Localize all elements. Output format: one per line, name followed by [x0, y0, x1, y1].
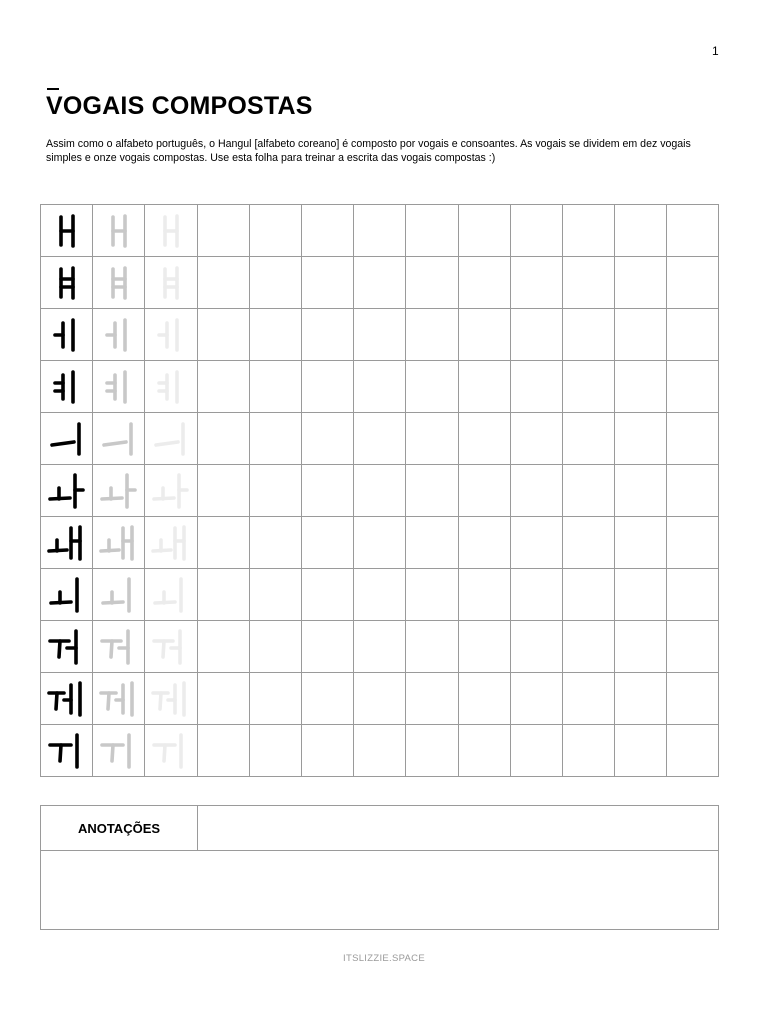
- vowel-glyph: [151, 211, 191, 251]
- blank-practice-cell[interactable]: [197, 413, 249, 465]
- practice-row: [41, 517, 719, 569]
- blank-practice-cell[interactable]: [249, 673, 301, 725]
- blank-practice-cell[interactable]: [615, 465, 667, 517]
- vowel-model-cell: [41, 673, 93, 725]
- blank-practice-cell[interactable]: [510, 361, 562, 413]
- blank-practice-cell[interactable]: [667, 309, 719, 361]
- practice-row: [41, 413, 719, 465]
- blank-practice-cell[interactable]: [667, 673, 719, 725]
- blank-practice-cell[interactable]: [562, 413, 614, 465]
- vowel-trace-cell[interactable]: [145, 673, 197, 725]
- practice-row: [41, 309, 719, 361]
- vowel-glyph: [47, 731, 87, 771]
- blank-practice-cell[interactable]: [197, 569, 249, 621]
- blank-practice-cell[interactable]: [197, 673, 249, 725]
- blank-practice-cell[interactable]: [615, 673, 667, 725]
- vowel-glyph: [47, 211, 87, 251]
- practice-grid: [40, 204, 719, 777]
- vowel-glyph: [99, 315, 139, 355]
- blank-practice-cell[interactable]: [406, 725, 458, 777]
- blank-practice-cell[interactable]: [562, 257, 614, 309]
- vowel-model-cell: [41, 621, 93, 673]
- blank-practice-cell[interactable]: [615, 361, 667, 413]
- vowel-model-cell: [41, 309, 93, 361]
- practice-row: [41, 361, 719, 413]
- blank-practice-cell[interactable]: [458, 361, 510, 413]
- blank-practice-cell[interactable]: [562, 725, 614, 777]
- notes-label: ANOTAÇÕES: [41, 806, 198, 851]
- blank-practice-cell[interactable]: [458, 413, 510, 465]
- blank-practice-cell[interactable]: [406, 517, 458, 569]
- vowel-trace-cell[interactable]: [93, 257, 145, 309]
- blank-practice-cell[interactable]: [406, 361, 458, 413]
- blank-practice-cell[interactable]: [615, 205, 667, 257]
- blank-practice-cell[interactable]: [197, 725, 249, 777]
- blank-practice-cell[interactable]: [301, 517, 353, 569]
- blank-practice-cell[interactable]: [510, 621, 562, 673]
- blank-practice-cell[interactable]: [249, 361, 301, 413]
- vowel-glyph: [151, 523, 191, 563]
- blank-practice-cell[interactable]: [354, 361, 406, 413]
- vowel-glyph: [47, 575, 87, 615]
- vowel-trace-cell[interactable]: [145, 569, 197, 621]
- vowel-glyph: [99, 523, 139, 563]
- blank-practice-cell[interactable]: [458, 621, 510, 673]
- blank-practice-cell[interactable]: [249, 257, 301, 309]
- vowel-glyph: [99, 575, 139, 615]
- page-number: 1: [712, 44, 719, 58]
- practice-row: [41, 725, 719, 777]
- vowel-trace-cell[interactable]: [145, 361, 197, 413]
- vowel-glyph: [151, 627, 191, 667]
- vowel-glyph: [47, 523, 87, 563]
- blank-practice-cell[interactable]: [667, 621, 719, 673]
- blank-practice-cell[interactable]: [458, 725, 510, 777]
- vowel-glyph: [151, 419, 191, 459]
- vowel-trace-cell[interactable]: [145, 205, 197, 257]
- vowel-trace-cell[interactable]: [93, 725, 145, 777]
- blank-practice-cell[interactable]: [354, 205, 406, 257]
- blank-practice-cell[interactable]: [406, 621, 458, 673]
- blank-practice-cell[interactable]: [197, 361, 249, 413]
- blank-practice-cell[interactable]: [354, 569, 406, 621]
- practice-row: [41, 465, 719, 517]
- blank-practice-cell[interactable]: [615, 725, 667, 777]
- vowel-glyph: [151, 315, 191, 355]
- blank-practice-cell[interactable]: [301, 569, 353, 621]
- vowel-glyph: [47, 315, 87, 355]
- vowel-glyph: [99, 263, 139, 303]
- blank-practice-cell[interactable]: [562, 205, 614, 257]
- blank-practice-cell[interactable]: [301, 413, 353, 465]
- intro-text: Assim como o alfabeto português, o Hangul [alfabeto coreano] é composto por vogais e consoantes. As vogais se dividem em dez vogais simples e onze vogais compostas. Use esta folha para treinar a escrita das vogais compostas :): [46, 138, 691, 164]
- vowel-glyph: [99, 627, 139, 667]
- blank-practice-cell[interactable]: [458, 205, 510, 257]
- blank-practice-cell[interactable]: [667, 413, 719, 465]
- vowel-trace-cell[interactable]: [145, 413, 197, 465]
- blank-practice-cell[interactable]: [562, 621, 614, 673]
- vowel-glyph: [99, 471, 139, 511]
- vowel-model-cell: [41, 725, 93, 777]
- practice-row: [41, 673, 719, 725]
- blank-practice-cell[interactable]: [301, 361, 353, 413]
- blank-practice-cell[interactable]: [667, 725, 719, 777]
- vowel-glyph: [99, 211, 139, 251]
- blank-practice-cell[interactable]: [354, 257, 406, 309]
- notes-area[interactable]: [41, 851, 718, 929]
- practice-row: [41, 257, 719, 309]
- blank-practice-cell[interactable]: [301, 257, 353, 309]
- vowel-model-cell: [41, 569, 93, 621]
- vowel-model-cell: [41, 257, 93, 309]
- practice-row: [41, 569, 719, 621]
- blank-practice-cell[interactable]: [615, 569, 667, 621]
- vowel-trace-cell[interactable]: [145, 465, 197, 517]
- blank-practice-cell[interactable]: [562, 309, 614, 361]
- vowel-glyph: [151, 367, 191, 407]
- blank-practice-cell[interactable]: [562, 673, 614, 725]
- blank-practice-cell[interactable]: [197, 205, 249, 257]
- blank-practice-cell[interactable]: [667, 257, 719, 309]
- blank-practice-cell[interactable]: [510, 465, 562, 517]
- footer-site: ITSLIZZIE.SPACE: [343, 953, 425, 964]
- blank-practice-cell[interactable]: [301, 621, 353, 673]
- blank-practice-cell[interactable]: [197, 517, 249, 569]
- blank-practice-cell[interactable]: [354, 725, 406, 777]
- vowel-glyph: [99, 731, 139, 771]
- blank-practice-cell[interactable]: [562, 569, 614, 621]
- vowel-model-cell: [41, 361, 93, 413]
- blank-practice-cell[interactable]: [249, 309, 301, 361]
- vowel-glyph: [151, 679, 191, 719]
- vowel-trace-cell[interactable]: [93, 465, 145, 517]
- vowel-glyph: [47, 679, 87, 719]
- vowel-trace-cell[interactable]: [93, 361, 145, 413]
- vowel-glyph: [151, 575, 191, 615]
- blank-practice-cell[interactable]: [249, 621, 301, 673]
- title-dash: [47, 88, 59, 90]
- blank-practice-cell[interactable]: [301, 465, 353, 517]
- vowel-trace-cell[interactable]: [93, 309, 145, 361]
- blank-practice-cell[interactable]: [197, 309, 249, 361]
- blank-practice-cell[interactable]: [458, 309, 510, 361]
- vowel-glyph: [47, 627, 87, 667]
- blank-practice-cell[interactable]: [667, 569, 719, 621]
- blank-practice-cell[interactable]: [354, 465, 406, 517]
- blank-practice-cell[interactable]: [562, 361, 614, 413]
- blank-practice-cell[interactable]: [406, 257, 458, 309]
- vowel-glyph: [151, 263, 191, 303]
- blank-practice-cell[interactable]: [354, 517, 406, 569]
- blank-practice-cell[interactable]: [406, 673, 458, 725]
- blank-practice-cell[interactable]: [301, 309, 353, 361]
- blank-practice-cell[interactable]: [406, 465, 458, 517]
- vowel-model-cell: [41, 413, 93, 465]
- blank-practice-cell[interactable]: [406, 569, 458, 621]
- blank-practice-cell[interactable]: [562, 517, 614, 569]
- vowel-trace-cell[interactable]: [93, 413, 145, 465]
- blank-practice-cell[interactable]: [615, 257, 667, 309]
- vowel-glyph: [47, 367, 87, 407]
- blank-practice-cell[interactable]: [458, 517, 510, 569]
- vowel-glyph: [99, 419, 139, 459]
- vowel-trace-cell[interactable]: [93, 673, 145, 725]
- vowel-trace-cell[interactable]: [145, 725, 197, 777]
- practice-row: [41, 621, 719, 673]
- blank-practice-cell[interactable]: [249, 413, 301, 465]
- blank-practice-cell[interactable]: [510, 257, 562, 309]
- vowel-glyph: [151, 471, 191, 511]
- blank-practice-cell[interactable]: [354, 673, 406, 725]
- vowel-model-cell: [41, 517, 93, 569]
- notes-header-field[interactable]: [198, 806, 718, 851]
- page-title: VOGAIS COMPOSTAS: [46, 92, 313, 120]
- blank-practice-cell[interactable]: [667, 465, 719, 517]
- vowel-glyph: [47, 471, 87, 511]
- vowel-glyph: [151, 731, 191, 771]
- blank-practice-cell[interactable]: [249, 517, 301, 569]
- vowel-model-cell: [41, 205, 93, 257]
- blank-practice-cell[interactable]: [406, 205, 458, 257]
- blank-practice-cell[interactable]: [354, 309, 406, 361]
- blank-practice-cell[interactable]: [406, 309, 458, 361]
- blank-practice-cell[interactable]: [249, 569, 301, 621]
- blank-practice-cell[interactable]: [354, 621, 406, 673]
- vowel-trace-cell[interactable]: [145, 257, 197, 309]
- vowel-trace-cell[interactable]: [145, 621, 197, 673]
- blank-practice-cell[interactable]: [667, 361, 719, 413]
- blank-practice-cell[interactable]: [249, 725, 301, 777]
- blank-practice-cell[interactable]: [510, 725, 562, 777]
- blank-practice-cell[interactable]: [510, 673, 562, 725]
- blank-practice-cell[interactable]: [249, 465, 301, 517]
- blank-practice-cell[interactable]: [667, 517, 719, 569]
- notes-box: [40, 805, 719, 930]
- blank-practice-cell[interactable]: [458, 673, 510, 725]
- blank-practice-cell[interactable]: [510, 413, 562, 465]
- blank-practice-cell[interactable]: [667, 205, 719, 257]
- vowel-model-cell: [41, 465, 93, 517]
- blank-practice-cell[interactable]: [562, 465, 614, 517]
- vowel-glyph: [99, 679, 139, 719]
- blank-practice-cell[interactable]: [354, 413, 406, 465]
- blank-practice-cell[interactable]: [197, 621, 249, 673]
- blank-practice-cell[interactable]: [615, 621, 667, 673]
- vowel-trace-cell[interactable]: [145, 309, 197, 361]
- vowel-trace-cell[interactable]: [93, 621, 145, 673]
- blank-practice-cell[interactable]: [510, 569, 562, 621]
- blank-practice-cell[interactable]: [458, 465, 510, 517]
- blank-practice-cell[interactable]: [301, 205, 353, 257]
- blank-practice-cell[interactable]: [458, 257, 510, 309]
- blank-practice-cell[interactable]: [458, 569, 510, 621]
- vowel-glyph: [47, 419, 87, 459]
- vowel-trace-cell[interactable]: [93, 205, 145, 257]
- blank-practice-cell[interactable]: [510, 205, 562, 257]
- blank-practice-cell[interactable]: [301, 673, 353, 725]
- vowel-trace-cell[interactable]: [145, 517, 197, 569]
- vowel-trace-cell[interactable]: [93, 517, 145, 569]
- vowel-trace-cell[interactable]: [93, 569, 145, 621]
- blank-practice-cell[interactable]: [615, 309, 667, 361]
- blank-practice-cell[interactable]: [301, 725, 353, 777]
- vowel-glyph: [99, 367, 139, 407]
- blank-practice-cell[interactable]: [510, 309, 562, 361]
- practice-row: [41, 205, 719, 257]
- blank-practice-cell[interactable]: [249, 205, 301, 257]
- vowel-glyph: [47, 263, 87, 303]
- blank-practice-cell[interactable]: [197, 257, 249, 309]
- blank-practice-cell[interactable]: [615, 517, 667, 569]
- blank-practice-cell[interactable]: [615, 413, 667, 465]
- blank-practice-cell[interactable]: [510, 517, 562, 569]
- blank-practice-cell[interactable]: [197, 465, 249, 517]
- blank-practice-cell[interactable]: [406, 413, 458, 465]
